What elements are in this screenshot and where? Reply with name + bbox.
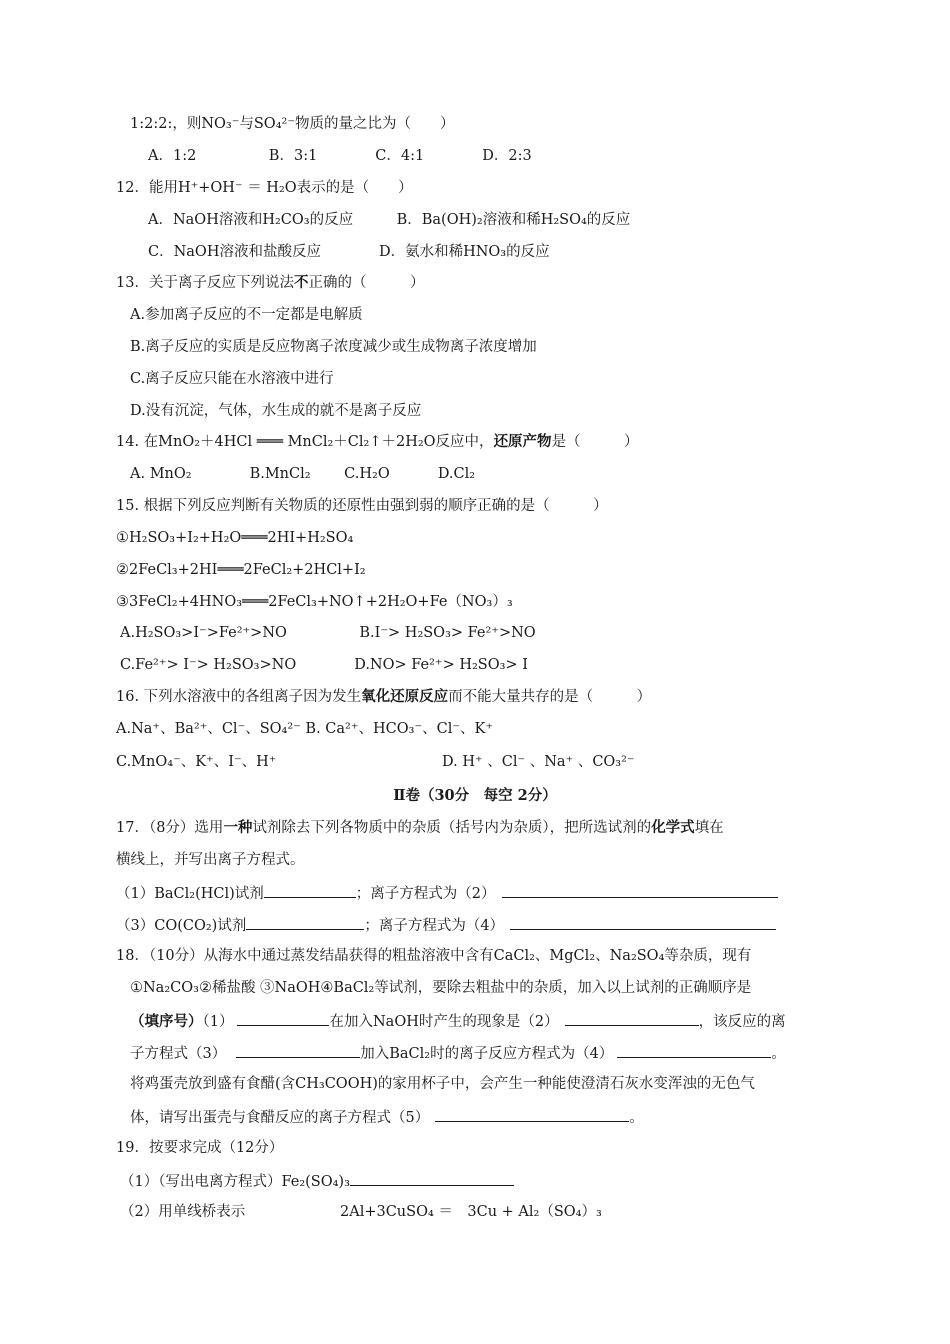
q18-line-6 bbox=[130, 1106, 644, 1128]
q18-line-1: 18．（10分）从海水中通过蒸发结晶获得的粗盐溶液中含有CaCl₂、MgCl₂、Na₂SO₄等杂质，现有 bbox=[116, 948, 752, 964]
q11-options: A．1:2 B．3:1 C．4:1 D．2:3 bbox=[148, 148, 532, 164]
q17-row-2-label: （3）CO(CO₂)试剂 bbox=[116, 918, 247, 934]
q18-line-3-tail: ，该反应的离 bbox=[698, 1014, 786, 1030]
q17-row-2-eq-label: ；离子方程式为（4） bbox=[364, 918, 505, 934]
q18-blank-1-label: （1） bbox=[202, 1014, 234, 1030]
q15-reaction-1: ①H₂SO₃+I₂+H₂O═══2HI+H₂SO₄ bbox=[116, 530, 354, 546]
q18-line-3 bbox=[130, 1010, 786, 1032]
q17-row-1-eq-label: ；离子方程式为（2） bbox=[355, 886, 496, 902]
answer-blank-q18-3[interactable] bbox=[236, 1042, 360, 1058]
q12-options-cd: C．NaOH溶液和盐酸反应 D．氨水和稀HNO₃的反应 bbox=[148, 244, 550, 260]
q16-stem-pre: 16. 下列水溶液中的各组离子因为发生 bbox=[116, 689, 362, 705]
q18-line-6-tail: 。 bbox=[629, 1110, 644, 1126]
q15-stem: 15. 根据下列反应判断有关物质的还原性由强到弱的顺序正确的是（ ） bbox=[116, 498, 608, 514]
q16-option-c: C.MnO₄⁻、K⁺、I⁻、H⁺ bbox=[116, 754, 277, 770]
q18-blank-3-label: 子方程式（3） bbox=[130, 1046, 227, 1062]
q18-line-4-tail: 。 bbox=[771, 1046, 786, 1062]
answer-blank-4[interactable] bbox=[510, 914, 776, 930]
q11-continuation: 1:2:2:，则NO₃⁻与SO₄²⁻物质的量之比为（ ） bbox=[130, 116, 455, 132]
answer-blank-2[interactable] bbox=[502, 882, 778, 898]
q16-option-d: D. H⁺ 、Cl⁻ 、Na⁺ 、CO₃²⁻ bbox=[442, 754, 635, 770]
q15-options-cd: C.Fe²⁺> I⁻> H₂SO₃>NO D.NO> Fe²⁺> H₂SO₃> I bbox=[120, 657, 528, 673]
q14-stem-bold: 还原产物 bbox=[493, 433, 552, 450]
q15-options-ab: A.H₂SO₃>I⁻>Fe²⁺>NO B.I⁻> H₂SO₃> Fe²⁺>NO bbox=[120, 625, 536, 641]
q19-stem: 19．按要求完成（12分） bbox=[116, 1140, 284, 1156]
q14-stem-pre: 14. 在MnO₂＋4HCl ═══ MnCl₂＋Cl₂↑＋2H₂O反应中， bbox=[116, 434, 494, 450]
q13-stem-post: 正确的（ ） bbox=[308, 275, 425, 291]
q14-stem bbox=[116, 432, 639, 452]
q17-instruction: 横线上，并写出离子方程式。 bbox=[116, 852, 305, 868]
q14-options: A. MnO₂ B.MnCl₂ C.H₂O D.Cl₂ bbox=[130, 466, 476, 482]
q18-blank-5-label: 体，请写出蛋壳与食醋反应的离子方程式（5） bbox=[130, 1110, 430, 1126]
q12-stem: 12．能用H⁺+OH⁻ ＝ H₂O表示的是（ ） bbox=[116, 180, 413, 196]
q18-blank-4-label: 加入BaCl₂时的离子反应方程式为（4） bbox=[360, 1046, 614, 1062]
q17-stem-pre: 17．（8分）选用 bbox=[116, 820, 224, 836]
q18-line-5: 将鸡蛋壳放到盛有食醋(含CH₃COOH)的家用杯子中，会产生一种能使澄清石灰水变浑浊的无色气 bbox=[130, 1076, 755, 1092]
q18-line-4 bbox=[130, 1042, 786, 1064]
q19-part-1-label: （1）（写出电离方程式）Fe₂(SO₄)₃ bbox=[120, 1174, 350, 1190]
q13-option-d: D.没有沉淀，气体，水生成的就不是离子反应 bbox=[130, 403, 422, 419]
q15-reaction-3: ③3FeCl₂+4HNO₃═══2FeCl₃+NO↑+2H₂O+Fe（NO₃）₃ bbox=[116, 594, 513, 610]
answer-blank-1[interactable] bbox=[264, 882, 356, 898]
q17-stem-bold-2: 化学式 bbox=[651, 819, 695, 836]
q17-row-1-label: （1）BaCl₂(HCl)试剂 bbox=[116, 886, 264, 902]
q14-stem-post: 是（ ） bbox=[551, 434, 639, 450]
q17-stem-mid: 试剂除去下列各物质中的杂质（括号内为杂质），把所选试剂的 bbox=[252, 820, 652, 836]
q13-stem-pre: 13．关于离子反应下列说法 bbox=[116, 275, 294, 291]
q19-part-2-equation: 2Al+3CuSO₄ ＝ 3Cu + Al₂（SO₄）₃ bbox=[340, 1204, 602, 1220]
q19-part-2-label: （2）用单线桥表示 bbox=[120, 1204, 246, 1220]
q17-row-1 bbox=[116, 882, 778, 904]
q17-stem bbox=[116, 818, 724, 838]
q18-fill-order-label: （填序号） bbox=[130, 1013, 203, 1030]
q17-row-2 bbox=[116, 914, 776, 936]
q16-options-ab: A.Na⁺、Ba²⁺、Cl⁻、SO₄²⁻ B. Ca²⁺、HCO₃⁻、Cl⁻、K⁺ bbox=[116, 721, 493, 737]
answer-blank-q19-1[interactable] bbox=[350, 1170, 514, 1186]
section-2-heading: Ⅱ卷（30分 每空 2分） bbox=[393, 787, 557, 804]
q18-blank-2-label: 在加入NaOH时产生的现象是（2） bbox=[329, 1014, 559, 1030]
q13-stem bbox=[116, 273, 424, 293]
answer-blank-q18-4[interactable] bbox=[617, 1042, 771, 1058]
q16-stem-bold: 氧化还原反应 bbox=[361, 688, 449, 705]
q16-stem-post: 而不能大量共存的是（ ） bbox=[448, 689, 652, 705]
q13-option-a: A.参加离子反应的不一定都是电解质 bbox=[130, 307, 363, 323]
answer-blank-q18-1[interactable] bbox=[237, 1010, 329, 1026]
q18-line-2: ①Na₂CO₃②稀盐酸 ③NaOH④BaCl₂等试剂，要除去粗盐中的杂质，加入以上试剂的正确顺序是 bbox=[130, 980, 752, 996]
q16-stem bbox=[116, 687, 651, 707]
answer-blank-q18-5[interactable] bbox=[435, 1106, 629, 1122]
q13-option-c: C.离子反应只能在水溶液中进行 bbox=[130, 371, 334, 387]
answer-blank-q18-2[interactable] bbox=[565, 1010, 699, 1026]
q17-stem-post: 填在 bbox=[694, 820, 724, 836]
q13-stem-bold: 不 bbox=[293, 274, 309, 291]
q13-option-b: B.离子反应的实质是反应物离子浓度减少或生成物离子浓度增加 bbox=[130, 339, 537, 355]
q15-reaction-2: ②2FeCl₃+2HI═══2FeCl₂+2HCl+I₂ bbox=[116, 562, 366, 578]
q19-part-1 bbox=[120, 1170, 514, 1192]
q12-options-ab: A．NaOH溶液和H₂CO₃的反应 B．Ba(OH)₂溶液和稀H₂SO₄的反应 bbox=[148, 212, 631, 228]
answer-blank-3[interactable] bbox=[246, 914, 364, 930]
q17-stem-bold-1: 一种 bbox=[223, 819, 253, 836]
